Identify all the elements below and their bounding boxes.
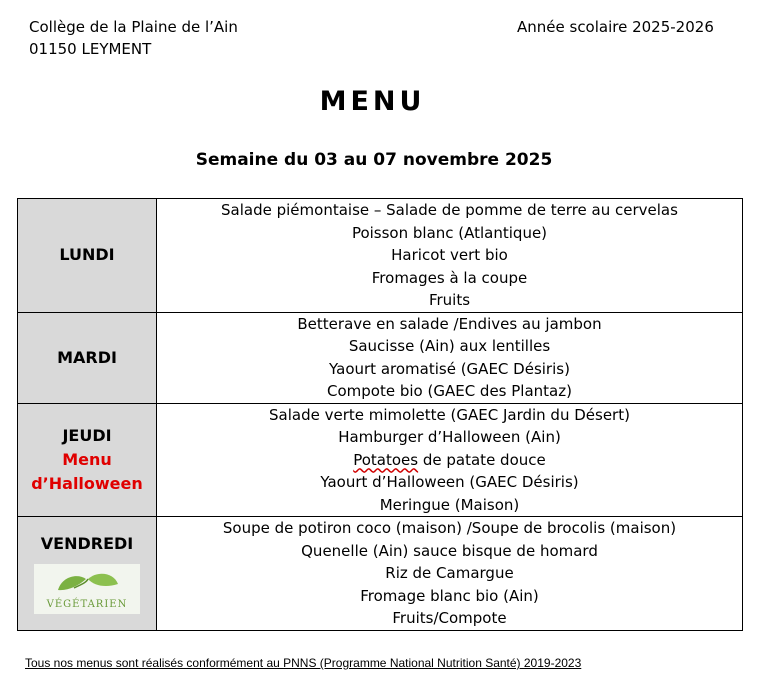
school-header — [29, 16, 238, 60]
dish-item: Soupe de potiron coco (maison) /Soupe de brocolis (maison) — [222, 519, 677, 537]
school-year: Année scolaire 2025-2026 — [517, 18, 714, 36]
day-cell-mardi — [18, 312, 157, 403]
dish-item: Hamburger d’Halloween (Ain) — [338, 428, 561, 446]
halloween-note-line1: Menu — [62, 449, 112, 469]
school-address: 01150 LEYMENT — [29, 40, 152, 58]
day-label: LUNDI — [59, 245, 115, 265]
dishes-cell-jeudi — [157, 403, 743, 517]
footer-note: Tous nos menus sont réalisés conformément au PNNS (Programme National Nutrition Santé) 2019-2023 — [25, 656, 582, 670]
dish-item: Saucisse (Ain) aux lentilles — [348, 337, 551, 355]
dish-item: Fromages à la coupe — [371, 268, 528, 287]
dish-item: Salade piémontaise – Salade de pomme de terre au cervelas — [221, 201, 678, 219]
vegetarian-logo-text: VÉGÉTARIEN — [46, 599, 128, 611]
day-cell-vendredi — [18, 517, 157, 631]
dish-item: Fruits — [428, 291, 471, 309]
day-label: VENDREDI — [40, 534, 134, 554]
menu-row-lundi — [18, 199, 743, 313]
dish-item: Yaourt d’Halloween (GAEC Désiris) — [320, 473, 579, 491]
dish-item — [157, 449, 742, 472]
day-label: JEUDI — [62, 425, 112, 445]
page-title: MENU — [319, 86, 426, 117]
week-subtitle: Semaine du 03 au 07 novembre 2025 — [195, 150, 553, 170]
day-cell-jeudi — [18, 403, 157, 517]
day-cell-lundi — [18, 199, 157, 313]
dish-item: Salade verte mimolette (GAEC Jardin du Désert) — [269, 405, 630, 424]
dish-item: Fruits/Compote — [392, 609, 507, 627]
menu-row-vendredi — [18, 517, 743, 631]
dish-item: Meringue (Maison) — [379, 495, 520, 514]
dish-item-rest: de patate douce — [418, 450, 546, 469]
dish-item: Compote bio (GAEC des Plantaz) — [327, 382, 572, 400]
dish-item: Fromage blanc bio (Ain) — [360, 586, 539, 605]
menu-table — [17, 198, 743, 631]
dish-item: Yaourt aromatisé (GAEC Désiris) — [329, 359, 570, 378]
dishes-cell-vendredi — [157, 517, 743, 631]
school-name: Collège de la Plaine de l’Ain — [29, 18, 238, 36]
halloween-note-line2: d’Halloween — [31, 473, 143, 493]
dish-item-spellcheck: Potatoes — [353, 450, 419, 469]
dish-item: Riz de Camargue — [385, 564, 514, 582]
dish-item: Quenelle (Ain) sauce bisque de homard — [301, 541, 598, 560]
menu-row-jeudi — [18, 403, 743, 517]
dish-item: Betterave en salade /Endives au jambon — [297, 314, 602, 333]
dishes-cell-mardi — [157, 312, 743, 403]
day-label: MARDI — [57, 347, 117, 367]
dish-item: Poisson blanc (Atlantique) — [351, 223, 548, 242]
dish-item: Haricot vert bio — [391, 246, 508, 264]
dishes-cell-lundi — [157, 199, 743, 313]
menu-row-mardi — [18, 312, 743, 403]
vegetarian-logo — [34, 564, 140, 614]
